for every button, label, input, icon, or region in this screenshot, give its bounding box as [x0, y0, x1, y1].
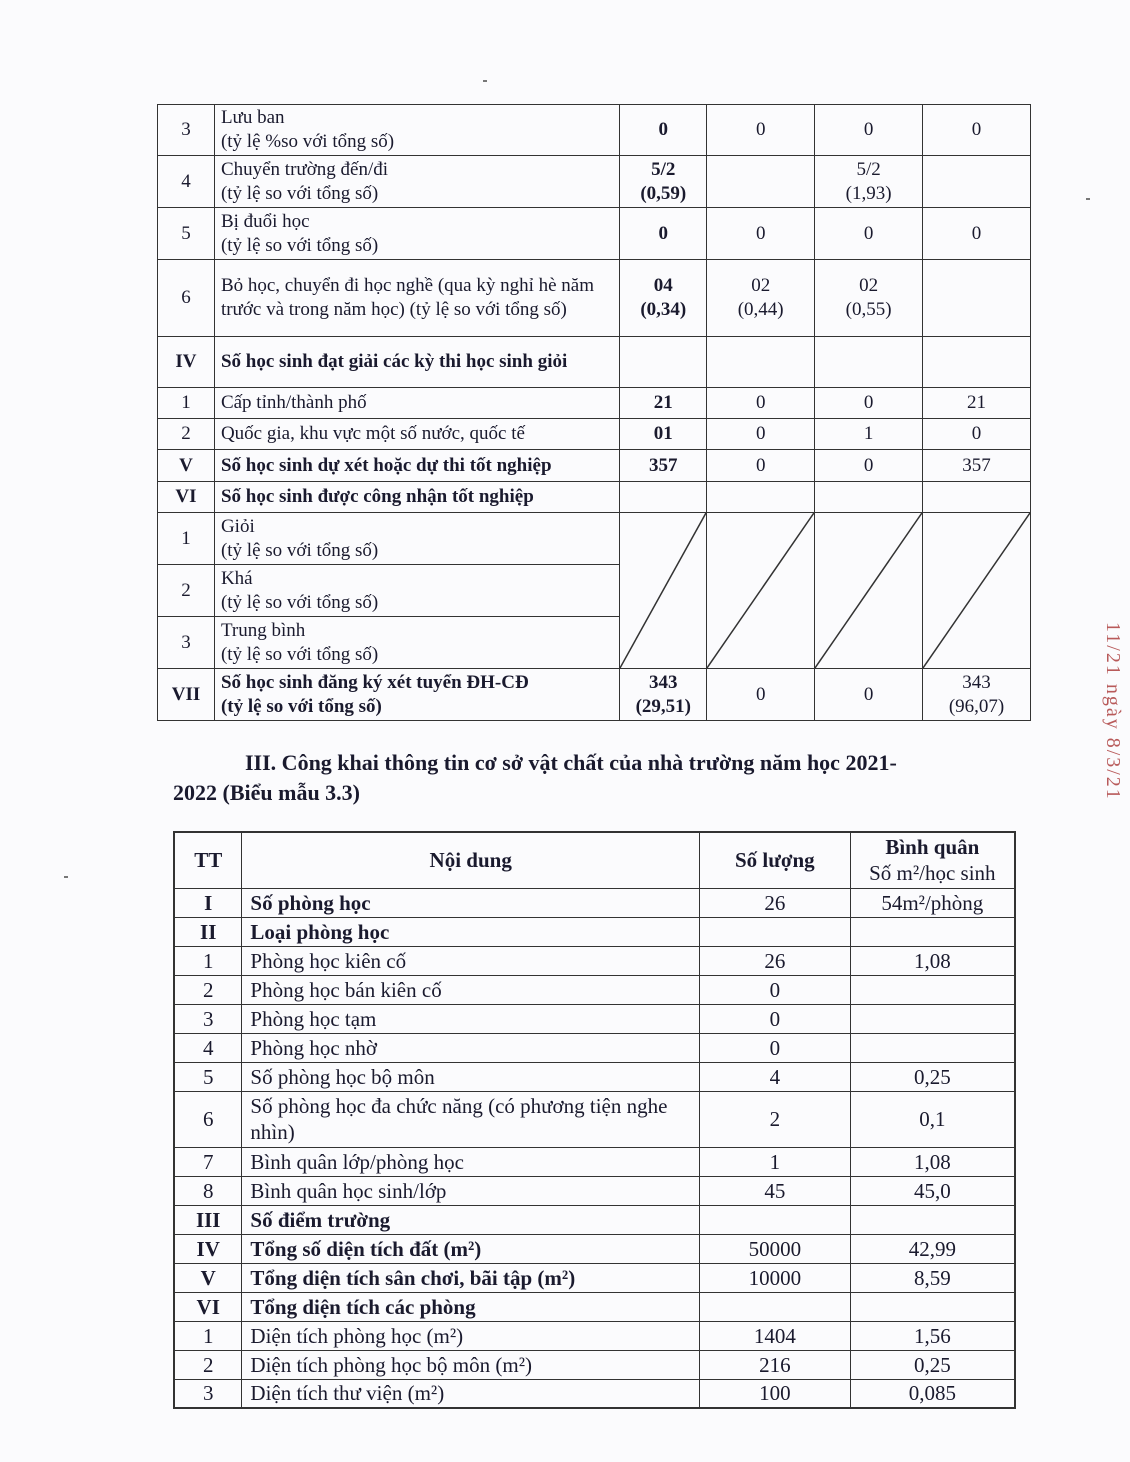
slash-cell [815, 513, 923, 669]
avg-cell: 0,085 [850, 1379, 1015, 1408]
value-cell: 0 [923, 419, 1031, 450]
row-tt: 3 [174, 1379, 242, 1408]
row-content: Phòng học kiên cố [242, 946, 700, 975]
table-row [174, 888, 1015, 917]
row-tt: 3 [158, 617, 215, 669]
value-cell [923, 337, 1031, 388]
value-cell [707, 337, 815, 388]
row-tt: III [174, 1205, 242, 1234]
value-cell: 0 [923, 208, 1031, 260]
qty-cell: 1 [699, 1147, 850, 1176]
row-tt: I [174, 888, 242, 917]
table-row [158, 513, 1031, 565]
value-cell: 0 [923, 105, 1031, 156]
table-row [174, 1033, 1015, 1062]
qty-cell: 0 [699, 975, 850, 1004]
table-row [174, 1147, 1015, 1176]
row-tt: V [158, 450, 215, 482]
qty-cell [699, 1292, 850, 1321]
row-tt: VI [174, 1292, 242, 1321]
avg-cell: 1,08 [850, 946, 1015, 975]
row-content: Bỏ học, chuyển đi học nghề (qua kỳ nghỉ hè năm trước và trong năm học) (tỷ lệ so với tổng số) [214, 260, 619, 337]
row-tt: 2 [158, 565, 215, 617]
avg-cell [850, 1004, 1015, 1033]
value-cell: 0 [707, 450, 815, 482]
row-tt: 3 [174, 1004, 242, 1033]
row-content: Bị đuổi học (tỷ lệ so với tổng số) [214, 208, 619, 260]
table-row [174, 1091, 1015, 1147]
qty-cell: 26 [699, 888, 850, 917]
row-tt: VII [158, 669, 215, 721]
value-cell: 21 [620, 388, 707, 419]
avg-cell [850, 917, 1015, 946]
value-cell: 02 (0,44) [707, 260, 815, 337]
row-tt: 1 [174, 946, 242, 975]
table-row [158, 105, 1031, 156]
row-tt: 7 [174, 1147, 242, 1176]
row-tt: VI [158, 482, 215, 513]
table-row [158, 482, 1031, 513]
row-content: Khá (tỷ lệ so với tổng số) [214, 565, 619, 617]
row-content: Số học sinh đăng ký xét tuyển ĐH-CĐ (tỷ lệ so với tổng số) [214, 669, 619, 721]
row-tt: 1 [174, 1321, 242, 1350]
row-tt: 8 [174, 1176, 242, 1205]
table-header-row [174, 832, 1015, 888]
qty-cell [699, 1205, 850, 1234]
value-cell: 343 (29,51) [620, 669, 707, 721]
header-qty: Số lượng [699, 832, 850, 888]
row-content: Lưu ban (tỷ lệ %so với tổng số) [214, 105, 619, 156]
section-heading [173, 748, 1033, 808]
row-content: Giỏi (tỷ lệ so với tổng số) [214, 513, 619, 565]
scan-speck [1086, 198, 1090, 200]
value-cell: 0 [707, 208, 815, 260]
table-row [158, 450, 1031, 482]
student-stats-table [157, 104, 1031, 721]
slash-cell [923, 513, 1031, 669]
qty-cell: 2 [699, 1091, 850, 1147]
value-cell [707, 482, 815, 513]
table-row [174, 1062, 1015, 1091]
scan-speck [64, 876, 68, 878]
row-tt: 2 [174, 1350, 242, 1379]
table-row [158, 260, 1031, 337]
value-cell: 357 [620, 450, 707, 482]
avg-cell [850, 1205, 1015, 1234]
row-tt: 1 [158, 513, 215, 565]
value-cell [815, 482, 923, 513]
table-row [158, 337, 1031, 388]
value-cell: 0 [707, 419, 815, 450]
row-content: Quốc gia, khu vực một số nước, quốc tế [214, 419, 619, 450]
row-content: Loại phòng học [242, 917, 700, 946]
value-cell: 0 [620, 208, 707, 260]
heading-line-1: III. Công khai thông tin cơ sở vật chất của nhà trường năm học 2021- [245, 750, 897, 775]
qty-cell: 0 [699, 1004, 850, 1033]
avg-cell: 0,1 [850, 1091, 1015, 1147]
slash-cell [707, 513, 815, 669]
value-cell [923, 482, 1031, 513]
qty-cell: 1404 [699, 1321, 850, 1350]
row-content: Số phòng học [242, 888, 700, 917]
table-row [174, 917, 1015, 946]
row-content: Phòng học bán kiên cố [242, 975, 700, 1004]
row-tt: 6 [158, 260, 215, 337]
avg-cell: 0,25 [850, 1350, 1015, 1379]
row-tt: 3 [158, 105, 215, 156]
row-tt: 6 [174, 1091, 242, 1147]
value-cell [815, 337, 923, 388]
row-content: Số học sinh đạt giải các kỳ thi học sinh giỏi [214, 337, 619, 388]
table-row [174, 1379, 1015, 1408]
row-tt: 4 [158, 156, 215, 208]
qty-cell: 100 [699, 1379, 850, 1408]
qty-cell: 45 [699, 1176, 850, 1205]
value-cell: 357 [923, 450, 1031, 482]
row-content: Chuyển trường đến/đi (tỷ lệ so với tổng số) [214, 156, 619, 208]
value-cell [620, 337, 707, 388]
value-cell: 21 [923, 388, 1031, 419]
table-row [174, 1263, 1015, 1292]
row-content: Số phòng học đa chức năng (có phương tiện nghe nhìn) [242, 1091, 700, 1147]
table-row [174, 1176, 1015, 1205]
qty-cell: 26 [699, 946, 850, 975]
facilities-table [173, 831, 1016, 1409]
value-cell: 5/2 (0,59) [620, 156, 707, 208]
row-tt: V [174, 1263, 242, 1292]
table-row [174, 1321, 1015, 1350]
value-cell: 02 (0,55) [815, 260, 923, 337]
table-row [158, 669, 1031, 721]
value-cell: 0 [707, 388, 815, 419]
qty-cell: 10000 [699, 1263, 850, 1292]
qty-cell: 216 [699, 1350, 850, 1379]
heading-line-2: 2022 (Biểu mẫu 3.3) [173, 780, 360, 805]
value-cell: 0 [815, 669, 923, 721]
table-row [174, 975, 1015, 1004]
qty-cell [699, 917, 850, 946]
row-content: Cấp tỉnh/thành phố [214, 388, 619, 419]
value-cell [923, 156, 1031, 208]
value-cell: 0 [815, 105, 923, 156]
row-content: Tổng diện tích sân chơi, bãi tập (m²) [242, 1263, 700, 1292]
qty-cell: 0 [699, 1033, 850, 1062]
row-tt: IV [174, 1234, 242, 1263]
row-tt: 4 [174, 1033, 242, 1062]
row-tt: 5 [174, 1062, 242, 1091]
table-row [158, 208, 1031, 260]
scan-speck [483, 80, 487, 82]
avg-cell: 0,25 [850, 1062, 1015, 1091]
table-row [174, 1004, 1015, 1033]
value-cell: 04 (0,34) [620, 260, 707, 337]
avg-cell: 42,99 [850, 1234, 1015, 1263]
header-content: Nội dung [242, 832, 700, 888]
qty-cell: 4 [699, 1062, 850, 1091]
avg-cell: 1,56 [850, 1321, 1015, 1350]
value-cell: 0 [815, 388, 923, 419]
table-row [174, 1205, 1015, 1234]
avg-cell [850, 975, 1015, 1004]
value-cell: 0 [620, 105, 707, 156]
value-cell: 01 [620, 419, 707, 450]
row-tt: 2 [158, 419, 215, 450]
row-content: Bình quân lớp/phòng học [242, 1147, 700, 1176]
avg-cell [850, 1292, 1015, 1321]
avg-cell: 45,0 [850, 1176, 1015, 1205]
row-content: Diện tích thư viện (m²) [242, 1379, 700, 1408]
table-row [174, 1292, 1015, 1321]
row-content: Diện tích phòng học bộ môn (m²) [242, 1350, 700, 1379]
row-content: Trung bình (tỷ lệ so với tổng số) [214, 617, 619, 669]
row-content: Phòng học tạm [242, 1004, 700, 1033]
row-tt: II [174, 917, 242, 946]
row-content: Phòng học nhờ [242, 1033, 700, 1062]
row-tt: 1 [158, 388, 215, 419]
row-tt: IV [158, 337, 215, 388]
row-content: Số điểm trường [242, 1205, 700, 1234]
slash-cell [620, 513, 707, 669]
table-row [174, 1234, 1015, 1263]
value-cell: 1 [815, 419, 923, 450]
value-cell: 0 [707, 105, 815, 156]
row-tt: 5 [158, 208, 215, 260]
value-cell: 5/2 (1,93) [815, 156, 923, 208]
row-tt: 2 [174, 975, 242, 1004]
table-row [174, 1350, 1015, 1379]
row-content: Số học sinh dự xét hoặc dự thi tốt nghiệp [214, 450, 619, 482]
value-cell: 0 [815, 450, 923, 482]
handwritten-note: 11/21 ngày 8/3/21 [1102, 622, 1124, 801]
value-cell [707, 156, 815, 208]
header-avg: Bình quân Số m²/học sinh [850, 832, 1015, 888]
row-content: Số phòng học bộ môn [242, 1062, 700, 1091]
avg-cell: 8,59 [850, 1263, 1015, 1292]
value-cell: 0 [815, 208, 923, 260]
value-cell: 343 (96,07) [923, 669, 1031, 721]
value-cell: 0 [707, 669, 815, 721]
row-content: Tổng số diện tích đất (m²) [242, 1234, 700, 1263]
table-row [158, 388, 1031, 419]
row-content: Tổng diện tích các phòng [242, 1292, 700, 1321]
row-content: Diện tích phòng học (m²) [242, 1321, 700, 1350]
avg-cell: 54m²/phòng [850, 888, 1015, 917]
table-row [158, 156, 1031, 208]
value-cell [923, 260, 1031, 337]
qty-cell: 50000 [699, 1234, 850, 1263]
value-cell [620, 482, 707, 513]
row-content: Số học sinh được công nhận tốt nghiệp [214, 482, 619, 513]
avg-cell [850, 1033, 1015, 1062]
row-content: Bình quân học sinh/lớp [242, 1176, 700, 1205]
avg-cell: 1,08 [850, 1147, 1015, 1176]
table-row [158, 419, 1031, 450]
header-tt: TT [174, 832, 242, 888]
table-row [174, 946, 1015, 975]
